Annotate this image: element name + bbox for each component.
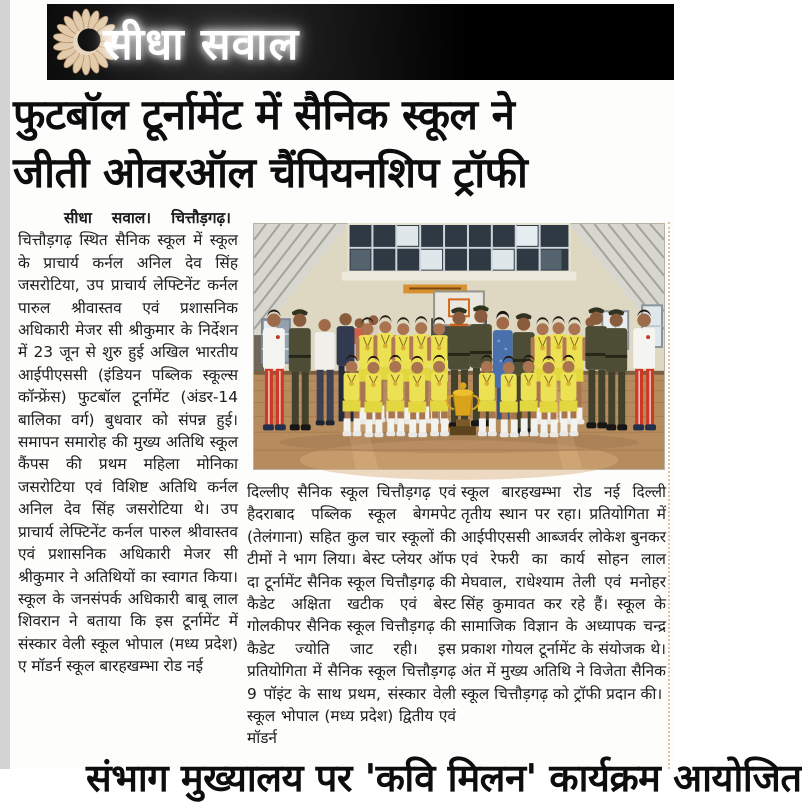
masthead-banner	[47, 4, 674, 80]
group-photo-illustration	[254, 224, 664, 469]
column-rule-dotted	[668, 222, 670, 769]
article-photo	[253, 223, 665, 470]
article-column-2	[247, 481, 456, 757]
article-col1-text: चित्तौड़गढ़ स्थित सैनिक स्कूल में स्कूल के प्राचार्य कर्नल अनिल देव सिंह जसरोटिया, उप प्राचार्य लेफ्टिनेंट कर्नल पारुल श्रीवास्तव एवं प्रशासनिक अधिकारी मेजर सी श्रीकुमार के निर्देशन में 23 जून से शुरु हुई अखिल भारतीय आईपीएससी (इंडियन पब्लिक स्कूल्स कॉन्फ्रेंस) फुटबॉल टूर्नामेंट (अंडर-14 बालिका वर्ग) बुधवार को संपन्न हुई। समापन समारोह की मुख्य अतिथि स्कूल कैंपस की प्रथम महिला मोनिका जसरोटिया एवं विशिष्ट अतिथि कर्नल अनिल देव सिंह जसरोटिया थे। उप प्राचार्य लेफ्टिनेंट कर्नल पारुल श्रीवास्तव एवं प्रशासनिक अधिकारी मेजर सी श्रीकुमार ने अतिथियों का स्वागत किया। स्कूल के जनसंपर्क अधिकारी बाबू लाल शिवरान ने बताया कि इस टूर्नामेंट में संस्कार वेली स्कूल भोपाल (मध्य प्रदेश) ए मॉडर्न स्कूल बारहखम्भा रोड नई	[18, 231, 238, 676]
article-dateline: सीधा सवाल। चित्तौड़गढ़।	[64, 209, 231, 227]
next-article-headline: संभाग मुख्यालय पर 'कवि मिलन' कार्यक्रम आयोजित	[86, 756, 802, 800]
headline	[13, 86, 669, 202]
page-edge-strip	[0, 0, 10, 769]
headline-line-2: जीती ओवरऑल चैंपियनशिप ट्रॉफी	[13, 148, 528, 197]
article-col2-text: दिल्लीए सैनिक स्कूल चित्तौड़गढ़ एवं हैदराबाद पब्लिक स्कूल बेगमपेट (तेलंगाना) सहित कुल चार स्कूलों की टीमों ने भाग लिया। बेस्ट प्लेयर ऑफ दा टूर्नामेंट सैनिक स्कूल चित्तौड़गढ़ की कैडेट अक्षिता खटीक एवं बेस्ट गोलकीपर सैनिक स्कूल चित्तौड़गढ़ की कैडेट ज्योति जाट रही। इस प्रतियोगिता में सैनिक स्कूल चित्तौड़गढ़ 9 पॉइंट के साथ प्रथम, संस्कार वेली स्कूल भोपाल (मध्य प्रदेश) द्वितीय एवं मॉडर्न	[247, 483, 456, 748]
article-column-1	[18, 207, 238, 753]
article-col3-text: स्कूल बारहखम्भा रोड नई दिल्ली तृतीय स्थान पर रहा। प्रतियोगिता में आईपीएससी आब्जर्वर लोकेश बुनकर एवं रेफरी का कार्य सोहन लाल मेघवाल, राधेश्याम तेली एवं मनोहर सिंह कुमावत कर रहे हैं। स्कूल के सामाजिक विज्ञान के अध्यापक चन्द्र प्रकाश गोयल टूर्नामेंट के संयोजक थे। अंत में मुख्य अतिथि ने विजेता सैनिक स्कूल चित्तौड़गढ़ को ट्रॉफी प्रदान की।	[461, 483, 666, 703]
article-column-3	[461, 481, 666, 757]
headline-line-1: फुटबॉल टूर्नामेंट में सैनिक स्कूल ने	[13, 90, 515, 139]
masthead-title: सीधा सवाल	[103, 19, 300, 70]
clerestory-windows	[342, 224, 577, 281]
